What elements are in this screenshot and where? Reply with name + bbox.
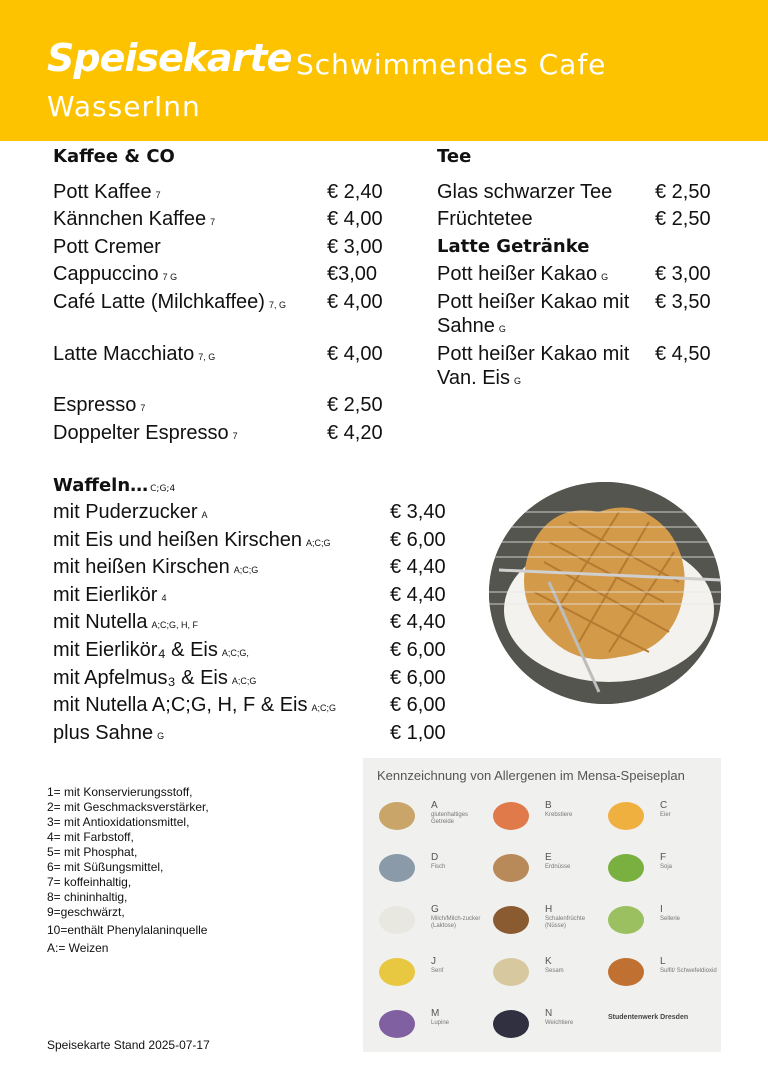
menu-date: Speisekarte Stand 2025-07-17 [47, 1038, 210, 1052]
waffeln-item-note: G [157, 730, 165, 741]
waffeln-item-label: mit Eierlikör [53, 583, 158, 606]
allergen-desc: Weichtiere [545, 1020, 574, 1026]
tee-item-label: Glas schwarzer Tee [437, 181, 613, 203]
latte-item-note: G [601, 272, 609, 282]
cafe-name: Schwimmendes Cafe [296, 48, 607, 81]
allergen-letter: I [660, 904, 663, 915]
allergen-letter: K [545, 956, 552, 967]
waffeln-item-note: A;C;G [311, 703, 337, 714]
footnote-line: 1= mit Konservierungsstoff, [47, 785, 193, 799]
waffeln-item-price: € 4,40 [390, 611, 446, 634]
allergen-icon [379, 958, 415, 986]
allergen-desc: Schalenfrüchte (Nüsse) [545, 916, 586, 929]
allergen-item [379, 956, 489, 996]
waffeln-item-name [53, 528, 331, 555]
kaffee-item-note: 7, G [198, 352, 216, 362]
kaffee-item-note: 7 [155, 190, 161, 200]
kaffee-item-label: Latte Macchiato [53, 343, 195, 365]
waffeln-item-label: mit Eis und heißen Kirschen [53, 528, 303, 551]
section-waffeln-title [53, 475, 175, 496]
kaffee-item-price: € 4,00 [327, 291, 383, 313]
allergen-item [379, 800, 489, 840]
allergen-desc: Senf [431, 968, 444, 974]
cafe-name-2: WasserInn [47, 90, 201, 123]
kaffee-item-name [53, 290, 286, 317]
allergen-title: Kennzeichnung von Allergenen im Mensa-Speiseplan [377, 768, 685, 783]
waffeln-title-text: Waffeln… [53, 475, 149, 496]
footnote-line: 10=enthält Phenylalaninquelle [47, 923, 208, 937]
kaffee-item-price: €3,00 [327, 263, 378, 285]
waffeln-item-price: € 6,00 [390, 666, 446, 689]
kaffee-item-name [53, 235, 161, 259]
waffeln-item-note: A;C;G, H, F [151, 620, 198, 631]
waffle-photo [489, 482, 721, 704]
allergen-item [493, 904, 603, 944]
footnote-line: A:= Weizen [47, 941, 109, 955]
allergen-desc: Krebstiere [545, 812, 573, 818]
allergen-item [608, 956, 718, 996]
allergen-letter: C [660, 800, 668, 811]
footnote-line: 8= chininhaltig, [47, 890, 128, 904]
allergen-icon [379, 1010, 415, 1038]
latte-item-price: € 4,50 [655, 343, 711, 365]
latte-item-note: G [514, 376, 522, 386]
kaffee-item-label: Café Latte (Milchkaffee) [53, 291, 265, 313]
allergen-item [493, 852, 603, 892]
waffeln-item-label: mit Puderzucker [53, 501, 198, 523]
allergen-item [608, 800, 718, 840]
allergen-item [493, 800, 603, 840]
footnote-line: 6= mit Süßungsmittel, [47, 860, 164, 874]
section-latte-title: Latte Getränke [437, 236, 590, 257]
allergen-icon [608, 802, 644, 830]
allergen-desc: Erdnüsse [545, 864, 571, 870]
allergen-letter: M [431, 1008, 440, 1019]
waffeln-item-label: plus Sahne [53, 721, 154, 744]
waffeln-item-note: A;C;G [231, 675, 257, 686]
header-banner [0, 0, 768, 141]
allergen-item [379, 852, 489, 892]
allergen-desc: Lupine [431, 1020, 450, 1026]
waffeln-item-name [53, 638, 249, 665]
allergen-icon [608, 958, 644, 986]
allergen-letter: G [431, 904, 439, 915]
allergen-desc: glutenhaltiges Getreide [431, 812, 469, 825]
kaffee-item-label: Pott Kaffee [53, 181, 152, 203]
allergen-item [493, 956, 603, 996]
kaffee-item-note: 7 G [162, 272, 178, 282]
kaffee-item-name [53, 207, 215, 234]
allergen-icon [493, 958, 529, 986]
footnote-line: 4= mit Farbstoff, [47, 830, 134, 844]
kaffee-item-label: Kännchen Kaffee [53, 208, 207, 230]
allergen-letter: E [545, 852, 552, 863]
latte-item-name [437, 290, 647, 341]
allergen-desc: Sulfit/ Schwefeldioxid [660, 968, 717, 974]
latte-item-name [437, 342, 647, 393]
tee-item-label: Früchtetee [437, 208, 533, 230]
tee-item-name [437, 180, 612, 204]
allergen-letter: H [545, 904, 553, 915]
allergen-icon [493, 802, 529, 830]
kaffee-item-label: Cappuccino [53, 263, 159, 285]
waffeln-item-price: € 4,40 [390, 556, 446, 579]
allergen-icon [379, 906, 415, 934]
waffeln-item-price: € 1,00 [390, 721, 446, 744]
waffeln-item-note: A;C;G [233, 565, 259, 576]
allergen-desc: Sesam [545, 968, 564, 974]
footnote-line: 9=geschwärzt, [47, 905, 125, 919]
allergen-desc: Sellerie [660, 916, 681, 922]
waffeln-item-note: A;C;G [306, 537, 331, 548]
allergen-letter: J [431, 956, 436, 967]
kaffee-item-label: Espresso [53, 394, 137, 416]
waffeln-item-label: mit Nutella A;C;G, H, F & Eis [53, 694, 308, 717]
allergen-letter: N [545, 1008, 553, 1019]
kaffee-item-price: € 2,40 [327, 181, 383, 203]
waffeln-item-name [53, 721, 164, 748]
latte-item-name [437, 262, 608, 289]
waffeln-item-name [53, 666, 256, 693]
waffeln-item-note: A;C;G, [221, 648, 249, 658]
allergen-letter: L [660, 956, 666, 967]
kaffee-item-name [53, 393, 145, 420]
allergen-desc: Soja [660, 864, 673, 870]
kaffee-item-note: 7 [210, 217, 216, 227]
footnote-line: 7= koffeinhaltig, [47, 875, 132, 889]
allergen-item [379, 904, 489, 944]
kaffee-item-note: 7 [232, 431, 238, 441]
latte-item-note: G [498, 324, 506, 334]
kaffee-item-price: € 4,20 [327, 422, 383, 444]
allergen-item [608, 852, 718, 892]
waffeln-item-note: A [201, 510, 208, 520]
allergen-letter: D [431, 852, 439, 863]
waffeln-item-price: € 4,40 [390, 583, 446, 606]
kaffee-item-name [53, 262, 177, 289]
allergen-desc: Milch/Milch-zucker (Laktose) [431, 916, 481, 929]
waffeln-item-label: mit heißen Kirschen [53, 556, 230, 579]
allergen-item [608, 904, 718, 944]
studentenwerk-logo: Studentenwerk Dresden [608, 1014, 689, 1021]
latte-item-label: Pott heißer Kakao mit Van. Eis [437, 343, 630, 389]
waffeln-note: C;G;4 [150, 484, 176, 494]
section-tee-title: Tee [437, 146, 472, 167]
kaffee-item-name [53, 342, 215, 369]
kaffee-item-price: € 3,00 [327, 236, 383, 258]
allergen-icon [493, 1010, 529, 1038]
kaffee-item-price: € 4,00 [327, 208, 383, 230]
kaffee-item-name [53, 421, 238, 448]
allergen-icon [608, 854, 644, 882]
tee-item-price: € 2,50 [655, 181, 711, 203]
waffeln-item-name [53, 610, 198, 637]
kaffee-item-label: Doppelter Espresso [53, 422, 229, 444]
footnote-line: 3= mit Antioxidationsmittel, [47, 815, 190, 829]
waffeln-item-label: mit Nutella [53, 611, 148, 634]
waffeln-item-name [53, 693, 336, 720]
allergen-chart [363, 758, 721, 1052]
kaffee-item-price: € 4,00 [327, 343, 383, 365]
allergen-item [493, 1008, 603, 1048]
kaffee-item-note: 7, G [268, 300, 286, 310]
waffeln-item-label: mit Apfelmus₃ & Eis [53, 666, 228, 689]
tee-item-name [437, 207, 533, 231]
waffeln-item-label: mit Eierlikör₄ & Eis [53, 639, 218, 661]
menu-title: Speisekarte [47, 36, 292, 80]
waffeln-item-name [53, 583, 166, 610]
kaffee-item-price: € 2,50 [327, 394, 383, 416]
kaffee-item-note: 7 [140, 403, 146, 413]
waffeln-item-price: € 6,00 [390, 639, 446, 661]
latte-item-label: Pott heißer Kakao [437, 263, 598, 285]
waffeln-item-name [53, 500, 208, 527]
latte-item-price: € 3,50 [655, 291, 711, 313]
allergen-desc: Eier [660, 812, 671, 818]
latte-item-label: Pott heißer Kakao mit Sahne [437, 291, 630, 337]
latte-item-price: € 3,00 [655, 263, 711, 285]
waffeln-item-price: € 3,40 [390, 501, 446, 523]
footnote-line: 2= mit Geschmacksverstärker, [47, 800, 209, 814]
allergen-letter: A [431, 800, 438, 811]
allergen-icon [493, 854, 529, 882]
waffeln-item-name [53, 555, 258, 582]
allergen-item [379, 1008, 489, 1048]
allergen-desc: Fisch [431, 864, 446, 870]
allergen-icon [379, 854, 415, 882]
kaffee-item-label: Pott Cremer [53, 236, 161, 258]
waffeln-item-price: € 6,00 [390, 694, 446, 717]
tee-item-price: € 2,50 [655, 208, 711, 230]
footnote-line: 5= mit Phosphat, [47, 845, 138, 859]
allergen-letter: F [660, 852, 667, 863]
waffeln-item-price: € 6,00 [390, 528, 446, 551]
allergen-letter: B [545, 800, 552, 811]
waffeln-item-note: 4 [161, 592, 167, 603]
allergen-icon [493, 906, 529, 934]
allergen-icon [608, 906, 644, 934]
allergen-icon [379, 802, 415, 830]
section-kaffee-title: Kaffee & CO [53, 146, 175, 167]
kaffee-item-name [53, 180, 161, 207]
